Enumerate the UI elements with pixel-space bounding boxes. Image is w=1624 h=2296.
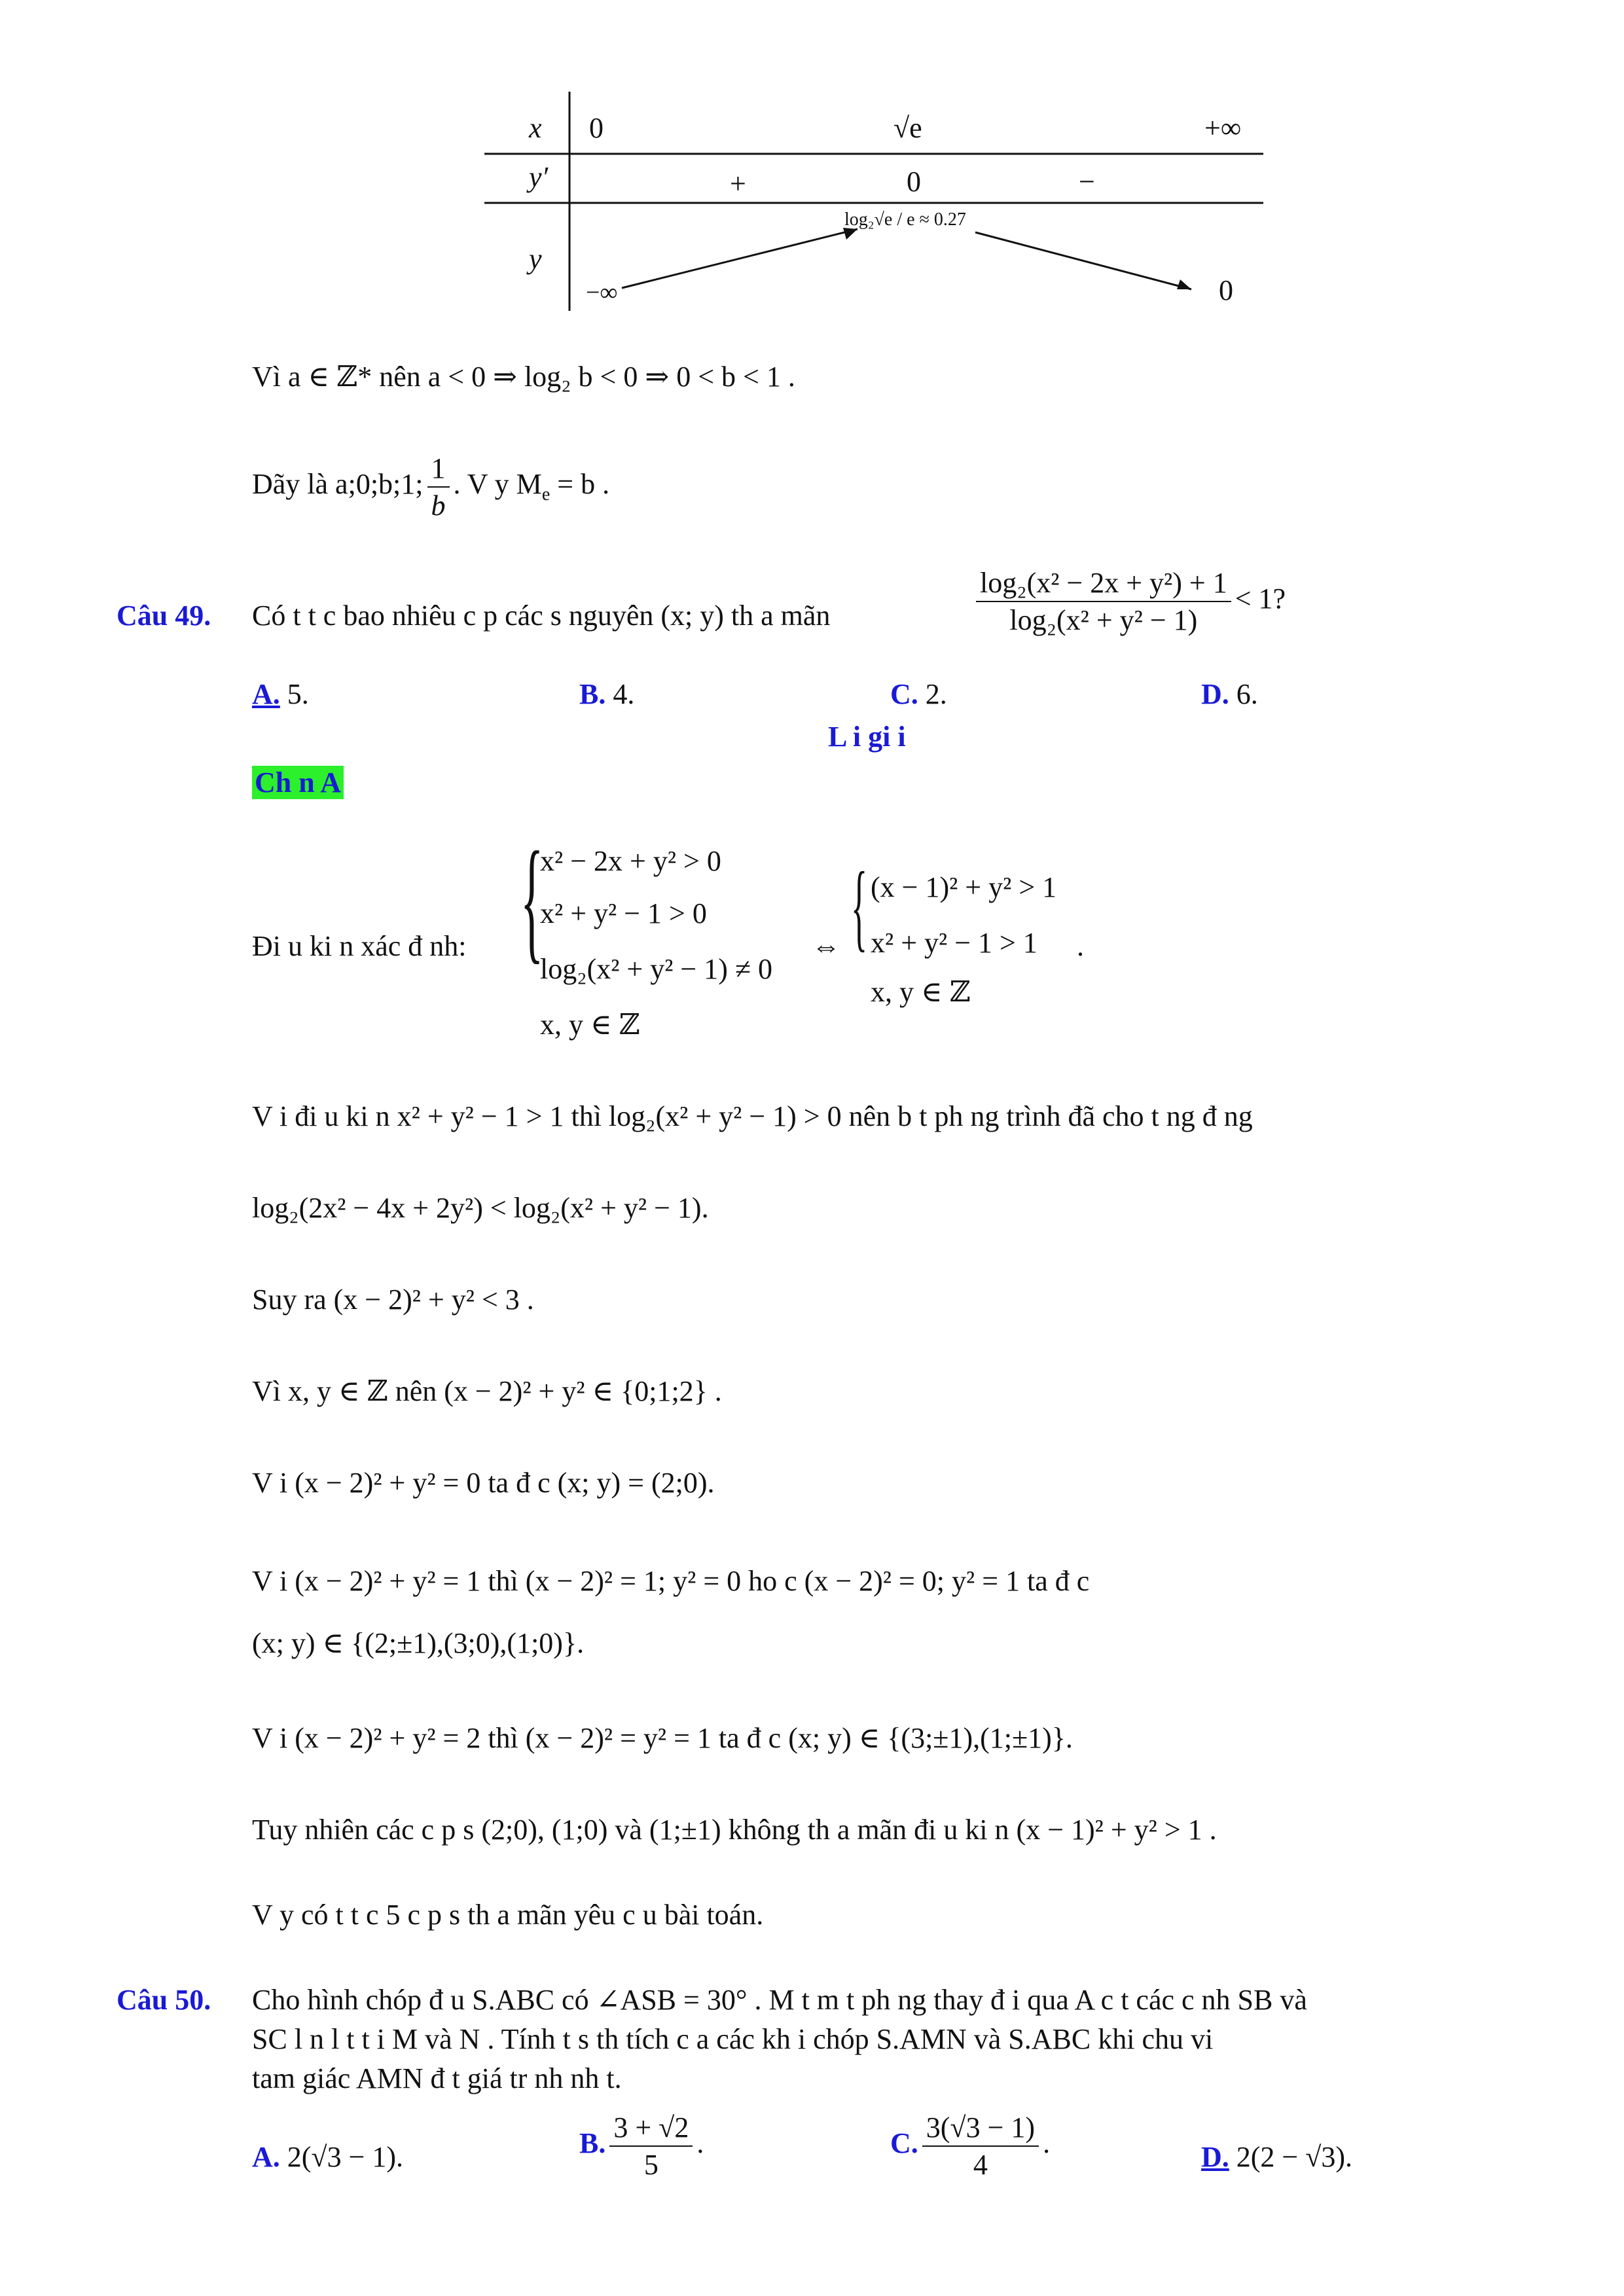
option-letter: A. [252, 2141, 280, 2173]
cond-right-1: (x − 1)² + y² > 1 [871, 871, 1057, 903]
q49-option-c[interactable] [890, 677, 947, 711]
text-line-2-end: = b . [550, 468, 610, 501]
text-line-2 [252, 452, 609, 522]
cond-dot: . [1077, 930, 1084, 962]
solution-line-2: log₂(2x² − 4x + 2y²) < log₂(x² + y² − 1). [252, 1192, 709, 1224]
option-letter: B. [579, 678, 606, 710]
option-value: 5. [287, 678, 309, 710]
option-num: 3(√3 − 1) [922, 2111, 1039, 2147]
table-x-inf: +∞ [1204, 112, 1242, 144]
option-letter: D. [1201, 2141, 1229, 2173]
q50-option-b[interactable]: B. $\frac{3 + √2}{5}$ . [579, 2111, 704, 2181]
cond-left-2: x² + y² − 1 > 0 [540, 897, 707, 929]
solution-line-1: V i đi u ki n x² + y² − 1 > 1 thì log₂(x² + y² − 1) > 0 nên b t ph ng trình đã cho t ng đ ng [252, 1100, 1253, 1132]
q50-label: Câu 50. [117, 1984, 211, 2016]
q49-fraction [972, 566, 1286, 637]
table-y-right: 0 [1219, 274, 1233, 306]
table-y-peak: log₂√e / e ≈ 0.27 [844, 209, 966, 230]
q50-line-2: SC l n l t t i M và N . Tính t s th tích c a các kh i chóp S.AMN và S.ABC khi chu vi [252, 2023, 1214, 2055]
text-line-1: Vì a ∈ ℤ* nên a < 0 ⇒ log₂ b < 0 ⇒ 0 < b < 1 . [252, 361, 795, 393]
table-x-label: x [529, 112, 542, 144]
table-y-left: −∞ [586, 279, 618, 306]
option-den: 4 [973, 2149, 988, 2181]
option-value: 2. [925, 678, 947, 710]
left-brace-icon: { [520, 824, 544, 976]
frac-num: 1 [427, 452, 450, 488]
q49-frac-num: log₂(x² − 2x + y²) + 1 [976, 566, 1231, 602]
solution-line-10: V y có t t c 5 c p s th a mãn yêu c u bài toán. [252, 1899, 764, 1931]
table-x-0: 0 [589, 112, 604, 144]
q49-option-a[interactable] [252, 677, 309, 711]
q49-text: Có t t c bao nhiêu c p các s nguyên (x; y) th a mãn [252, 600, 831, 632]
table-yp-label: y′ [529, 161, 549, 193]
cond-equiv: ⇔ [812, 930, 840, 962]
option-value: 2(2 − √3). [1236, 2141, 1353, 2173]
solution-line-4: Vì x, y ∈ ℤ nên (x − 2)² + y² ∈ {0;1;2} . [252, 1375, 722, 1407]
solution-line-6: V i (x − 2)² + y² = 1 thì (x − 2)² = 1; y² = 0 ho c (x − 2)² = 0; y² = 1 ta đ c [252, 1565, 1090, 1597]
answer-choice-badge: Ch n A [252, 766, 344, 799]
option-letter: A. [252, 678, 280, 710]
q50-option-a[interactable] [252, 2140, 403, 2174]
text-line-2-sub: e [541, 484, 550, 505]
q50-option-c[interactable]: C. $\frac{3(√3 - 1)}{4}$ . [890, 2111, 1051, 2181]
option-letter: C. [890, 2127, 918, 2160]
right-brace-icon: { [851, 852, 868, 961]
cond-left-1: x² − 2x + y² > 0 [540, 845, 721, 877]
option-letter: C. [890, 678, 918, 710]
solution-line-3: Suy ra (x − 2)² + y² < 3 . [252, 1283, 534, 1316]
cond-right-3: x, y ∈ ℤ [871, 976, 971, 1008]
solution-title: L i gi i [828, 721, 906, 753]
table-x-sqrt-e: √e [893, 112, 922, 144]
option-den: 5 [643, 2149, 659, 2181]
solution-line-5: V i (x − 2)² + y² = 0 ta đ c (x; y) = (2;0). [252, 1467, 715, 1499]
q50-line-3: tam giác AMN đ t giá tr nh nh t. [252, 2062, 622, 2094]
solution-line-8: V i (x − 2)² + y² = 2 thì (x − 2)² = y² = 1 ta đ c (x; y) ∈ {(3;±1),(1;±1)}. [252, 1722, 1073, 1754]
table-yp-zero: 0 [907, 166, 921, 198]
option-letter: D. [1201, 678, 1229, 710]
text-line-2-post: . V y M [453, 468, 542, 501]
solution-line-7: (x; y) ∈ {(2;±1),(3;0),(1;0)}. [252, 1627, 585, 1659]
table-yp-plus: + [730, 168, 746, 200]
cond-label: Đi u ki n xác đ nh: [252, 930, 467, 962]
q49-frac-den: log₂(x² + y² − 1) [1009, 604, 1198, 636]
text-line-2-pre: Dãy là a;0;b;1; [252, 468, 424, 501]
cond-left-4: x, y ∈ ℤ [540, 1009, 640, 1041]
cond-right-2: x² + y² − 1 > 1 [871, 927, 1038, 959]
table-yp-minus: − [1079, 166, 1095, 198]
q49-option-b[interactable] [579, 677, 634, 711]
option-value: 4. [613, 678, 635, 710]
cond-left-3: log₂(x² + y² − 1) ≠ 0 [540, 953, 773, 985]
q50-line-1: Cho hình chóp đ u S.ABC có ∠ASB = 30° . M t m t ph ng thay đ i qua A c t các c nh SB và [252, 1984, 1307, 2016]
frac-den: b [431, 490, 446, 522]
option-value: 6. [1236, 678, 1258, 710]
option-value: 2(√3 − 1). [287, 2141, 404, 2173]
option-letter: B. [579, 2127, 606, 2160]
solution-line-9: Tuy nhiên các c p s (2;0), (1;0) và (1;±1) không th a mãn đi u ki n (x − 1)² + y² > 1 . [252, 1814, 1217, 1846]
q49-label: Câu 49. [117, 600, 211, 632]
q49-option-d[interactable] [1201, 677, 1258, 711]
q50-option-d[interactable] [1201, 2140, 1352, 2174]
q49-tail: < 1? [1235, 583, 1286, 615]
table-y-label: y [529, 243, 542, 275]
option-num: 3 + √2 [609, 2111, 693, 2147]
fraction-1-over-b [427, 452, 450, 522]
